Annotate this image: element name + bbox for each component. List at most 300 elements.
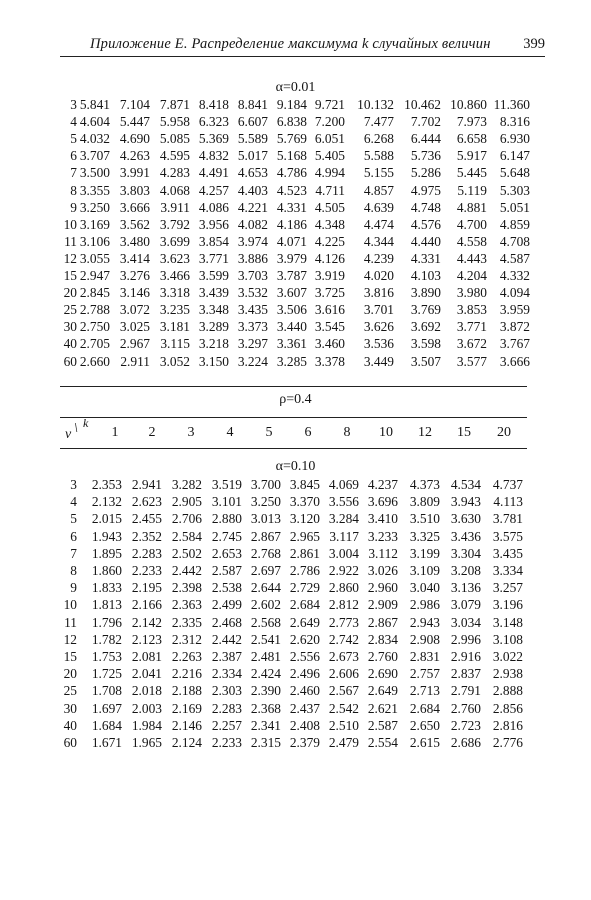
table-cell: 4.239 (363, 250, 394, 266)
row-label-nu: 7 (70, 545, 77, 561)
table-cell: 3.771 (456, 319, 487, 335)
table-cell: 3.440 (276, 319, 307, 335)
table-cell: 2.760 (367, 649, 398, 664)
table-cell: 2.442 (171, 563, 202, 578)
table-cell: 2.408 (289, 717, 320, 733)
table-cell: 3.890 (410, 285, 441, 301)
table-cell: 3.117 (329, 528, 359, 544)
table-cell: 2.888 (492, 683, 523, 699)
table-cell: 3.004 (328, 545, 359, 561)
row-label-nu: 30 (63, 700, 77, 716)
page-number: 399 (523, 36, 545, 52)
table-cell: 2.867 (367, 614, 398, 630)
table-cell: 2.541 (250, 631, 281, 647)
table-cell: 3.439 (198, 285, 229, 301)
table-cell: 5.155 (363, 165, 394, 181)
table-cell: 3.769 (410, 302, 441, 318)
table-cell: 2.146 (171, 717, 202, 733)
table-cell: 5.369 (198, 131, 229, 147)
table-cell: 2.195 (131, 580, 162, 596)
table-cell: 2.620 (289, 631, 320, 647)
table-cell: 3.959 (499, 302, 530, 318)
table-cell: 3.506 (276, 302, 307, 318)
table-cell: 2.922 (328, 563, 359, 578)
table-cell: 3.577 (456, 353, 487, 369)
table-cell: 2.742 (328, 631, 359, 647)
table-cell: 4.082 (237, 216, 268, 232)
table-cell: 4.225 (314, 233, 345, 249)
table-cell: 2.690 (367, 666, 398, 682)
table-cell: 2.353 (91, 477, 122, 492)
table-cell: 3.781 (492, 511, 523, 527)
table-cell: 8.316 (499, 114, 530, 130)
table-cell: 4.086 (198, 199, 229, 215)
row-label-nu: 10 (63, 216, 77, 232)
table-row (0, 165, 591, 182)
table-cell: 3.040 (409, 580, 440, 596)
k-column-label: 10 (379, 425, 393, 440)
table-row (0, 477, 591, 494)
table-cell: 3.055 (79, 250, 110, 266)
table-cell: 4.832 (198, 148, 229, 164)
table-cell: 2.455 (131, 511, 162, 527)
row-label-nu: 6 (70, 148, 77, 164)
table-cell: 2.623 (131, 494, 162, 510)
table-cell: 8.418 (198, 97, 229, 112)
table-cell: 3.974 (237, 233, 268, 249)
table-cell: 2.834 (367, 631, 398, 647)
table-cell: 6.658 (456, 131, 487, 147)
table-cell: 3.545 (314, 319, 345, 335)
table-cell: 4.331 (276, 199, 307, 215)
table-cell: 5.286 (410, 165, 441, 181)
row-label-nu: 4 (70, 114, 77, 130)
table-cell: 2.908 (409, 631, 440, 647)
table-cell: 2.132 (91, 494, 122, 510)
table-cell: 3.616 (314, 302, 345, 318)
table-cell: 2.745 (211, 528, 242, 544)
table-cell: 5.588 (363, 148, 394, 164)
table-cell: 8.841 (237, 97, 268, 112)
table-cell: 2.773 (328, 614, 359, 630)
table-cell: 2.341 (250, 717, 281, 733)
table-cell: 4.221 (237, 199, 268, 215)
table-cell: 2.786 (289, 563, 320, 578)
table-cell: 3.318 (159, 285, 190, 301)
row-label-nu: 9 (70, 580, 77, 596)
table-cell: 4.748 (410, 199, 441, 215)
table-cell: 9.184 (276, 97, 307, 112)
table-cell: 2.499 (211, 597, 242, 613)
row-label-nu: 6 (70, 528, 77, 544)
table-cell: 3.026 (367, 563, 398, 578)
k-column-label: 1 (111, 425, 119, 440)
table-cell: 5.769 (276, 131, 307, 147)
table-cell: 2.686 (450, 735, 481, 750)
table-cell: 2.867 (250, 528, 281, 544)
table-cell: 2.697 (250, 563, 281, 578)
table-cell: 2.398 (171, 580, 202, 596)
table-cell: 4.587 (499, 250, 530, 266)
table-row (0, 148, 591, 165)
table-cell: 4.032 (79, 131, 110, 147)
table-cell: 4.474 (363, 216, 394, 232)
table-cell: 4.331 (410, 250, 441, 266)
table-cell: 3.701 (363, 302, 394, 318)
table-cell: 2.542 (328, 700, 359, 716)
k-column-label: 6 (304, 425, 312, 440)
row-label-nu: 10 (63, 597, 77, 613)
row-label-nu: 7 (70, 165, 77, 181)
table-cell: 2.905 (171, 494, 202, 510)
table-cell: 2.845 (79, 285, 110, 301)
row-label-nu: 20 (63, 285, 77, 301)
table-cell: 3.771 (198, 250, 229, 266)
table-cell: 6.268 (363, 131, 394, 147)
table-cell: 7.871 (159, 97, 190, 112)
table-cell: 2.283 (131, 545, 162, 561)
table-cell: 4.491 (198, 165, 229, 181)
row-label-nu: 8 (70, 563, 77, 578)
row-label-nu: 25 (63, 683, 77, 699)
row-label-nu: 11 (64, 233, 77, 249)
table-cell: 5.303 (499, 182, 530, 198)
table-cell: 3.575 (492, 528, 523, 544)
table-cell: 7.973 (456, 114, 487, 130)
table-cell: 2.713 (409, 683, 440, 699)
table-cell: 3.699 (159, 233, 190, 249)
table-cell: 4.639 (363, 199, 394, 215)
table-cell: 2.510 (328, 717, 359, 733)
table-cell: 3.101 (211, 494, 242, 510)
table-cell: 3.199 (409, 545, 440, 561)
table-cell: 3.599 (198, 268, 229, 283)
table-cell: 6.147 (499, 148, 530, 164)
table-cell: 4.257 (198, 182, 229, 198)
table-cell: 2.263 (171, 649, 202, 664)
table-cell: 3.598 (410, 336, 441, 352)
table-row (0, 580, 591, 597)
table-row (0, 683, 591, 700)
table-cell: 4.348 (314, 216, 345, 232)
table-cell: 3.025 (119, 319, 150, 335)
table-row (0, 200, 591, 217)
table-cell: 9.721 (314, 97, 345, 112)
table-cell: 4.708 (499, 233, 530, 249)
table-cell: 2.554 (367, 735, 398, 750)
table-cell: 5.589 (237, 131, 268, 147)
table-cell: 2.081 (131, 649, 162, 664)
table-cell: 2.768 (250, 545, 281, 561)
table-cell: 4.558 (456, 233, 487, 249)
table-cell: 4.786 (276, 165, 307, 181)
table-row (0, 268, 591, 285)
k-column-label: 15 (457, 425, 471, 440)
table-cell: 2.584 (171, 528, 202, 544)
table-cell: 3.034 (450, 614, 481, 630)
table-cell: 2.257 (211, 717, 242, 733)
table-cell: 3.115 (160, 336, 190, 352)
table-cell: 2.437 (289, 700, 320, 716)
table-cell: 3.519 (211, 477, 242, 492)
table-cell: 6.323 (198, 114, 229, 130)
table-cell: 2.705 (79, 336, 110, 352)
table-cell: 4.576 (410, 216, 441, 232)
table-cell: 2.233 (131, 563, 162, 578)
table-cell: 3.556 (328, 494, 359, 510)
table-cell: 3.150 (198, 353, 229, 369)
table-cell: 1.753 (91, 649, 122, 664)
table-cell: 4.113 (493, 494, 523, 510)
table-cell: 4.186 (276, 216, 307, 232)
table-cell: 2.650 (409, 717, 440, 733)
column-header-row (60, 416, 530, 443)
table-cell: 3.435 (237, 302, 268, 318)
table-cell: 5.051 (499, 199, 530, 215)
table-cell: 2.996 (450, 631, 481, 647)
table-cell: 3.919 (314, 268, 345, 283)
table-cell: 2.538 (211, 580, 242, 596)
row-label-nu: 5 (70, 511, 77, 527)
table-cell: 1.708 (91, 683, 122, 699)
table-cell: 3.480 (119, 233, 150, 249)
table-cell: 5.017 (237, 148, 268, 164)
table-cell: 2.352 (131, 528, 162, 544)
table-cell: 3.725 (314, 285, 345, 301)
table-row (0, 529, 591, 546)
table-row (0, 285, 591, 302)
table-cell: 3.562 (119, 216, 150, 232)
table-cell: 2.442 (211, 631, 242, 647)
table-cell: 3.304 (450, 545, 481, 561)
table-cell: 5.405 (314, 148, 345, 164)
table-cell: 4.263 (119, 148, 150, 164)
corner-slash: \ (74, 421, 78, 436)
table-cell: 3.022 (492, 649, 523, 664)
table-cell: 3.460 (314, 336, 345, 352)
table-cell: 1.965 (131, 735, 162, 750)
table-cell: 3.109 (409, 563, 440, 578)
k-column-label: 4 (226, 425, 234, 440)
k-column-label: 5 (265, 425, 273, 440)
table-cell: 2.856 (492, 700, 523, 716)
table-cell: 2.757 (409, 666, 440, 682)
table-row (0, 615, 591, 632)
table-cell: 5.736 (410, 148, 441, 164)
table-cell: 2.947 (79, 268, 110, 283)
row-label-nu: 15 (63, 649, 77, 664)
table-cell: 1.984 (131, 717, 162, 733)
table-cell: 3.257 (492, 580, 523, 596)
table-cell: 4.711 (315, 182, 345, 198)
table-cell: 3.853 (456, 302, 487, 318)
table-cell: 2.723 (450, 717, 481, 733)
table-cell: 3.348 (198, 302, 229, 318)
table-cell: 2.791 (450, 683, 481, 699)
table-cell: 4.068 (159, 182, 190, 198)
table-cell: 2.760 (450, 700, 481, 716)
table-cell: 4.690 (119, 131, 150, 147)
rho-label: ρ=0.4 (279, 392, 312, 407)
table-cell: 2.684 (289, 597, 320, 613)
table-cell: 2.142 (131, 614, 162, 630)
table-cell: 2.837 (450, 666, 481, 682)
table-cell: 2.831 (409, 649, 440, 664)
table-cell: 3.943 (450, 494, 481, 510)
row-label-nu: 12 (63, 250, 77, 266)
table-cell: 3.630 (450, 511, 481, 527)
table-cell: 2.615 (409, 735, 440, 750)
table-cell: 2.315 (250, 735, 281, 750)
row-label-nu: 5 (70, 131, 77, 147)
table-cell: 2.363 (171, 597, 202, 613)
table-cell: 3.224 (237, 353, 268, 369)
table-cell: 3.250 (250, 494, 281, 510)
row-label-nu: 4 (70, 494, 77, 510)
table-row (0, 234, 591, 251)
table-cell: 10.462 (404, 97, 441, 112)
table-cell: 1.860 (91, 563, 122, 578)
table-cell: 4.069 (328, 477, 359, 492)
table-cell: 3.410 (367, 511, 398, 527)
table-cell: 3.218 (198, 336, 229, 352)
table-cell: 3.979 (276, 250, 307, 266)
table-cell: 4.505 (314, 199, 345, 215)
row-label-nu: 40 (63, 336, 77, 352)
table-cell: 2.816 (492, 717, 523, 733)
table-cell: 3.370 (289, 494, 320, 510)
table-cell: 2.943 (409, 614, 440, 630)
table-cell: 4.204 (456, 268, 487, 283)
table-cell: 3.845 (289, 477, 320, 492)
table-cell: 3.233 (367, 528, 398, 544)
table-cell: 4.975 (410, 182, 441, 198)
table-cell: 10.132 (357, 97, 394, 112)
table-cell: 2.481 (250, 649, 281, 664)
table-cell: 3.325 (409, 528, 440, 544)
table-cell: 3.361 (276, 336, 307, 352)
table-cell: 3.355 (79, 182, 110, 198)
table-cell: 3.072 (119, 302, 150, 318)
table-cell: 3.196 (492, 597, 523, 613)
table-cell: 2.496 (289, 666, 320, 682)
table-cell: 4.094 (499, 285, 530, 301)
table-row (0, 563, 591, 580)
table-cell: 3.148 (492, 614, 523, 630)
table-cell: 4.534 (450, 477, 481, 492)
table-cell: 4.604 (79, 114, 110, 130)
table-row (0, 131, 591, 148)
table-row (0, 494, 591, 511)
table-row (0, 511, 591, 528)
table-row (0, 183, 591, 200)
table-cell: 3.707 (79, 148, 110, 164)
running-title: Приложение E. Распределение максимума k случайных величин (90, 36, 491, 52)
table-cell: 3.500 (79, 165, 110, 181)
row-label-nu: 30 (63, 319, 77, 335)
table-cell: 2.653 (211, 545, 242, 561)
table-cell: 3.787 (276, 268, 307, 283)
table-cell: 4.344 (363, 233, 394, 249)
table-cell: 3.435 (492, 545, 523, 561)
divider-middle (60, 417, 527, 418)
table-cell: 3.414 (119, 250, 150, 266)
table-cell: 4.881 (456, 199, 487, 215)
table-cell: 3.373 (237, 319, 268, 335)
divider-top (60, 386, 527, 387)
table-row (0, 319, 591, 336)
table-cell: 3.284 (328, 511, 359, 527)
table-row (0, 666, 591, 683)
table-cell: 3.623 (159, 250, 190, 266)
table-cell: 3.703 (237, 268, 268, 283)
table-cell: 1.895 (91, 545, 122, 561)
table-cell: 3.536 (363, 336, 394, 352)
table-cell: 1.725 (91, 666, 122, 682)
table-cell: 1.813 (91, 597, 122, 613)
table2 (0, 477, 591, 767)
table-cell: 4.595 (159, 148, 190, 164)
table-row (0, 354, 591, 371)
table-cell: 2.460 (289, 683, 320, 699)
table-cell: 3.854 (198, 233, 229, 249)
table-cell: 4.737 (492, 477, 523, 492)
table-cell: 3.250 (79, 199, 110, 215)
table-cell: 3.282 (171, 477, 202, 492)
row-label-nu: 15 (63, 268, 77, 283)
table-cell: 3.449 (363, 353, 394, 369)
table-cell: 11.360 (493, 97, 530, 112)
table-cell: 4.020 (363, 268, 394, 283)
table-cell: 2.729 (289, 580, 320, 596)
table-row (0, 97, 591, 114)
table-cell: 3.169 (79, 216, 110, 232)
table-cell: 3.886 (237, 250, 268, 266)
table-cell: 2.649 (367, 683, 398, 699)
table-row (0, 649, 591, 666)
table-cell: 2.018 (131, 683, 162, 699)
table-row (0, 114, 591, 131)
table-cell: 3.285 (276, 353, 307, 369)
table-cell: 3.692 (410, 319, 441, 335)
table-cell: 3.136 (450, 580, 481, 596)
table-cell: 2.312 (171, 631, 202, 647)
table-cell: 2.750 (79, 319, 110, 335)
table-cell: 2.169 (171, 700, 202, 716)
table-cell: 2.602 (250, 597, 281, 613)
table-cell: 2.673 (328, 649, 359, 664)
table-cell: 5.447 (119, 114, 150, 130)
table-cell: 3.052 (159, 353, 190, 369)
table-cell: 2.909 (367, 597, 398, 613)
table-cell: 5.648 (499, 165, 530, 181)
table-cell: 3.700 (250, 477, 281, 492)
table-row (0, 546, 591, 563)
table-cell: 7.702 (410, 114, 441, 130)
table-cell: 6.051 (314, 131, 345, 147)
table-cell: 3.607 (276, 285, 307, 301)
table-cell: 5.841 (79, 97, 110, 112)
table-cell: 3.696 (367, 494, 398, 510)
table-cell: 2.916 (450, 649, 481, 664)
table-cell: 3.792 (159, 216, 190, 232)
row-label-nu: 12 (63, 631, 77, 647)
table-cell: 2.003 (131, 700, 162, 716)
table-cell: 7.104 (119, 97, 150, 112)
table-cell: 3.532 (237, 285, 268, 301)
table-cell: 2.684 (409, 700, 440, 716)
table-cell: 2.660 (79, 353, 110, 369)
